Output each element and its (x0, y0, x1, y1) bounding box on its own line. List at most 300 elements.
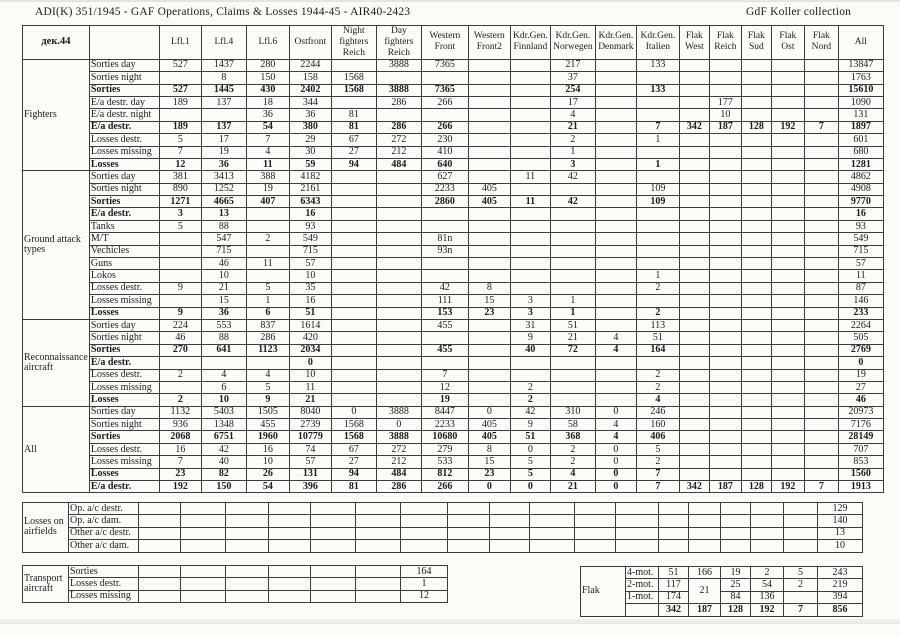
value-cell (530, 527, 575, 539)
value-cell: 1568 (331, 84, 376, 96)
value-cell (376, 270, 421, 282)
value-cell: 2 (246, 233, 289, 245)
value-cell: 13 (818, 527, 863, 539)
row-label: Sorties day (89, 319, 159, 331)
value-cell (331, 394, 376, 406)
value-cell: 12 (159, 158, 201, 170)
document-title: ADI(K) 351/1945 - GAF Operations, Claims & Losses 1944-45 - AIR40-2423 (35, 6, 411, 18)
value-cell: 93 (289, 220, 331, 232)
value-cell: 46 (201, 258, 246, 270)
value-cell (510, 270, 550, 282)
value-cell: 715 (201, 245, 246, 257)
value-cell: 57 (289, 456, 331, 468)
value-cell (468, 72, 510, 84)
value-cell: 67 (331, 443, 376, 455)
value-cell (226, 590, 269, 602)
value-cell: 4 (595, 431, 636, 443)
value-cell: 4182 (289, 171, 331, 183)
table-row (23, 26, 884, 60)
value-cell (709, 146, 741, 158)
value-cell (659, 527, 689, 539)
value-cell (804, 456, 838, 468)
value-cell: 131 (289, 468, 331, 480)
value-cell: 36 (201, 307, 246, 319)
value-cell (550, 282, 595, 294)
value-cell: 2 (550, 134, 595, 146)
value-cell (804, 72, 838, 84)
value-cell (376, 220, 421, 232)
value-cell (550, 245, 595, 257)
value-cell (741, 431, 771, 443)
row-label: Sorties night (89, 419, 159, 431)
value-cell: 7 (784, 604, 818, 616)
value-cell (709, 369, 741, 381)
value-cell (510, 258, 550, 270)
value-cell (468, 258, 510, 270)
value-cell (771, 344, 804, 356)
value-cell (709, 220, 741, 232)
value-cell (741, 468, 771, 480)
value-cell: 405 (468, 419, 510, 431)
value-cell: 15 (468, 295, 510, 307)
row-label: Sorties (89, 344, 159, 356)
table-row (23, 233, 884, 245)
row-label: Guns (89, 258, 159, 270)
value-cell (804, 381, 838, 393)
table-row (23, 208, 884, 220)
table-row (23, 394, 884, 406)
value-cell (804, 443, 838, 455)
value-cell (689, 540, 721, 552)
value-cell (741, 72, 771, 84)
value-cell: 166 (689, 567, 721, 579)
value-cell: 1 (550, 307, 595, 319)
value-cell (468, 109, 510, 121)
value-cell (468, 158, 510, 170)
value-cell: 1445 (201, 84, 246, 96)
value-cell (595, 208, 636, 220)
value-cell (468, 59, 510, 71)
value-cell (804, 183, 838, 195)
value-cell: 243 (818, 567, 863, 579)
table-row (23, 566, 448, 578)
value-cell (311, 590, 356, 602)
value-cell (530, 540, 575, 552)
value-cell (741, 158, 771, 170)
value-cell: 26 (246, 468, 289, 480)
value-cell (709, 443, 741, 455)
table-row (23, 443, 884, 455)
value-cell: 5 (510, 468, 550, 480)
value-cell (741, 406, 771, 418)
value-cell: 4 (550, 109, 595, 121)
row-label: Losses missing (69, 590, 139, 602)
value-cell (679, 394, 709, 406)
value-cell: 484 (376, 468, 421, 480)
value-cell: 11 (510, 196, 550, 208)
value-cell (784, 515, 818, 527)
value-cell: 1 (550, 146, 595, 158)
value-cell (159, 357, 201, 369)
value-cell: 21 (289, 394, 331, 406)
value-cell (679, 431, 709, 443)
value-cell: 0 (331, 406, 376, 418)
value-cell: 19 (421, 394, 468, 406)
value-cell (421, 208, 468, 220)
value-cell (771, 307, 804, 319)
table-row (23, 406, 884, 418)
value-cell: 6 (201, 381, 246, 393)
value-cell (741, 307, 771, 319)
value-cell: 187 (689, 604, 721, 616)
value-cell: 3 (550, 158, 595, 170)
value-cell (804, 96, 838, 108)
row-label: Sorties day (89, 406, 159, 418)
value-cell: 25 (721, 579, 751, 591)
value-cell (376, 369, 421, 381)
value-cell (246, 208, 289, 220)
value-cell: 8 (201, 72, 246, 84)
value-cell: 8 (468, 443, 510, 455)
value-cell: 2244 (289, 59, 331, 71)
value-cell (595, 282, 636, 294)
value-cell: 266 (421, 121, 468, 133)
value-cell (679, 443, 709, 455)
value-cell (376, 196, 421, 208)
table-row (23, 282, 884, 294)
value-cell (331, 245, 376, 257)
value-cell: 19 (838, 369, 883, 381)
value-cell (636, 146, 679, 158)
value-cell (771, 208, 804, 220)
value-cell: 3413 (201, 171, 246, 183)
value-cell (550, 208, 595, 220)
value-cell: 812 (421, 468, 468, 480)
value-cell (771, 456, 804, 468)
value-cell (741, 332, 771, 344)
value-cell (804, 109, 838, 121)
row-label: Other a/c dam. (69, 540, 139, 552)
value-cell (595, 220, 636, 232)
value-cell: 7 (636, 468, 679, 480)
value-cell: 233 (838, 307, 883, 319)
value-cell: 2 (510, 394, 550, 406)
row-label: Losses missing (89, 295, 159, 307)
value-cell (356, 566, 401, 578)
value-cell: 177 (709, 96, 741, 108)
table-row (23, 72, 884, 84)
value-cell (575, 540, 616, 552)
value-cell (490, 515, 530, 527)
table-row (23, 270, 884, 282)
row-label: Sorties (89, 196, 159, 208)
value-cell (510, 109, 550, 121)
value-cell: 11 (838, 270, 883, 282)
value-cell (510, 96, 550, 108)
value-cell: 1897 (838, 121, 883, 133)
value-cell (741, 220, 771, 232)
value-cell (679, 171, 709, 183)
value-cell (636, 109, 679, 121)
table-row (23, 121, 884, 133)
value-cell: 455 (421, 319, 468, 331)
value-cell (741, 270, 771, 282)
value-cell (246, 270, 289, 282)
value-cell (401, 540, 448, 552)
value-cell (771, 72, 804, 84)
column-header: Flak Nord (804, 26, 838, 60)
value-cell (804, 344, 838, 356)
table-row (23, 307, 884, 319)
value-cell: 254 (550, 84, 595, 96)
value-cell: 890 (159, 183, 201, 195)
value-cell (510, 369, 550, 381)
row-label: Vechicles (89, 245, 159, 257)
value-cell: 6 (246, 307, 289, 319)
value-cell: 1090 (838, 96, 883, 108)
value-cell: 27 (838, 381, 883, 393)
value-cell: 1913 (838, 481, 883, 493)
value-cell (636, 245, 679, 257)
value-cell (246, 357, 289, 369)
value-cell: 84 (721, 591, 751, 603)
value-cell (510, 59, 550, 71)
value-cell: 10 (709, 109, 741, 121)
value-cell (448, 540, 490, 552)
value-cell: 9 (246, 394, 289, 406)
value-cell (595, 307, 636, 319)
value-cell (616, 515, 659, 527)
value-cell: 627 (421, 171, 468, 183)
value-cell: 19 (721, 567, 751, 579)
table-row (23, 381, 884, 393)
value-cell (804, 270, 838, 282)
value-cell: 18 (246, 96, 289, 108)
row-label: Sorties (69, 566, 139, 578)
value-cell: 42 (550, 171, 595, 183)
value-cell: 9 (510, 419, 550, 431)
value-cell (595, 183, 636, 195)
value-cell (201, 109, 246, 121)
value-cell: 0 (595, 406, 636, 418)
value-cell (595, 196, 636, 208)
value-cell (804, 295, 838, 307)
value-cell (376, 344, 421, 356)
value-cell (741, 394, 771, 406)
value-cell (269, 527, 311, 539)
value-cell: 310 (550, 406, 595, 418)
value-cell: 224 (159, 319, 201, 331)
value-cell (595, 72, 636, 84)
value-cell (356, 515, 401, 527)
main-table (22, 25, 884, 493)
value-cell: 715 (838, 245, 883, 257)
value-cell: 4 (201, 369, 246, 381)
value-cell (679, 72, 709, 84)
value-cell (510, 245, 550, 257)
table-row (23, 431, 884, 443)
value-cell (510, 233, 550, 245)
column-header: Western Front2 (468, 26, 510, 60)
value-cell: 40 (510, 344, 550, 356)
value-cell: 1 (636, 134, 679, 146)
value-cell (311, 566, 356, 578)
value-cell: 87 (838, 282, 883, 294)
row-label: Sorties day (89, 59, 159, 71)
value-cell: 420 (289, 332, 331, 344)
value-cell: 4 (595, 332, 636, 344)
value-cell (771, 233, 804, 245)
value-cell (771, 369, 804, 381)
value-cell (709, 134, 741, 146)
value-cell (709, 344, 741, 356)
value-cell: 212 (376, 146, 421, 158)
row-label: E/a destr. night (89, 109, 159, 121)
row-label: Sorties (89, 431, 159, 443)
value-cell (709, 307, 741, 319)
value-cell: 189 (159, 121, 201, 133)
value-cell (636, 208, 679, 220)
column-header: Lfl.1 (159, 26, 201, 60)
value-cell: 7365 (421, 59, 468, 71)
value-cell: 5 (159, 134, 201, 146)
value-cell (804, 158, 838, 170)
value-cell (530, 515, 575, 527)
value-cell: 4665 (201, 196, 246, 208)
value-cell: 388 (246, 171, 289, 183)
value-cell (421, 220, 468, 232)
value-cell: 11 (246, 258, 289, 270)
table-row (23, 468, 884, 480)
value-cell (709, 84, 741, 96)
value-cell: 81n (421, 233, 468, 245)
column-header: Kdr.Gen. Denmark (595, 26, 636, 60)
value-cell (468, 171, 510, 183)
value-cell (490, 527, 530, 539)
value-cell (709, 456, 741, 468)
value-cell: 217 (550, 59, 595, 71)
value-cell (269, 566, 311, 578)
value-cell (510, 183, 550, 195)
value-cell: 133 (636, 59, 679, 71)
value-cell (771, 381, 804, 393)
value-cell (468, 233, 510, 245)
group-label: All (23, 406, 90, 493)
value-cell (741, 146, 771, 158)
value-cell: 30 (289, 146, 331, 158)
value-cell: 23 (159, 468, 201, 480)
table-row (23, 183, 884, 195)
value-cell: 0 (468, 406, 510, 418)
table-row (23, 171, 884, 183)
value-cell: 266 (421, 481, 468, 493)
value-cell: 17 (550, 96, 595, 108)
value-cell: 246 (636, 406, 679, 418)
value-cell: 16 (838, 208, 883, 220)
value-cell: 3888 (376, 59, 421, 71)
row-label: Losses destr. (89, 443, 159, 455)
value-cell: 51 (659, 567, 689, 579)
value-cell (741, 171, 771, 183)
value-cell (159, 381, 201, 393)
value-cell: 8 (468, 282, 510, 294)
value-cell: 1568 (331, 431, 376, 443)
row-label: Losses destr. (89, 369, 159, 381)
value-cell (771, 59, 804, 71)
value-cell: 1505 (246, 406, 289, 418)
value-cell (709, 468, 741, 480)
value-cell (659, 503, 689, 515)
value-cell (771, 258, 804, 270)
value-cell (468, 344, 510, 356)
value-cell (595, 121, 636, 133)
value-cell (784, 527, 818, 539)
value-cell (468, 121, 510, 133)
value-cell: 153 (421, 307, 468, 319)
value-cell (751, 515, 784, 527)
value-cell: 410 (421, 146, 468, 158)
value-cell: 27 (331, 146, 376, 158)
value-cell: 4 (246, 146, 289, 158)
value-cell (741, 357, 771, 369)
value-cell (679, 406, 709, 418)
value-cell: 137 (201, 121, 246, 133)
value-cell: 10 (201, 270, 246, 282)
value-cell (709, 171, 741, 183)
value-cell: 7 (159, 146, 201, 158)
value-cell (376, 109, 421, 121)
value-cell: 7365 (421, 84, 468, 96)
value-cell (804, 220, 838, 232)
value-cell (741, 134, 771, 146)
value-cell (595, 146, 636, 158)
value-cell: 549 (838, 233, 883, 245)
value-cell (595, 295, 636, 307)
value-cell: 187 (709, 481, 741, 493)
value-cell: 16 (289, 208, 331, 220)
value-cell (771, 196, 804, 208)
value-cell: 1348 (201, 419, 246, 431)
value-cell (246, 220, 289, 232)
value-cell: 9770 (838, 196, 883, 208)
value-cell (468, 245, 510, 257)
value-cell (421, 270, 468, 282)
value-cell (741, 109, 771, 121)
column-header: Lfl.4 (201, 26, 246, 60)
value-cell: 2233 (421, 419, 468, 431)
value-cell (331, 258, 376, 270)
value-cell: 368 (550, 431, 595, 443)
value-cell: 10 (818, 540, 863, 552)
value-cell (226, 515, 269, 527)
value-cell: 1271 (159, 196, 201, 208)
value-cell: 192 (771, 121, 804, 133)
value-cell (595, 270, 636, 282)
value-cell (804, 332, 838, 344)
value-cell (804, 319, 838, 331)
value-cell (356, 527, 401, 539)
value-cell (331, 233, 376, 245)
value-cell (804, 208, 838, 220)
value-cell (709, 357, 741, 369)
value-cell (595, 84, 636, 96)
value-cell: 72 (550, 344, 595, 356)
value-cell: 81 (331, 121, 376, 133)
value-cell (595, 59, 636, 71)
value-cell: 0 (376, 419, 421, 431)
value-cell: 266 (421, 96, 468, 108)
table-row (23, 196, 884, 208)
